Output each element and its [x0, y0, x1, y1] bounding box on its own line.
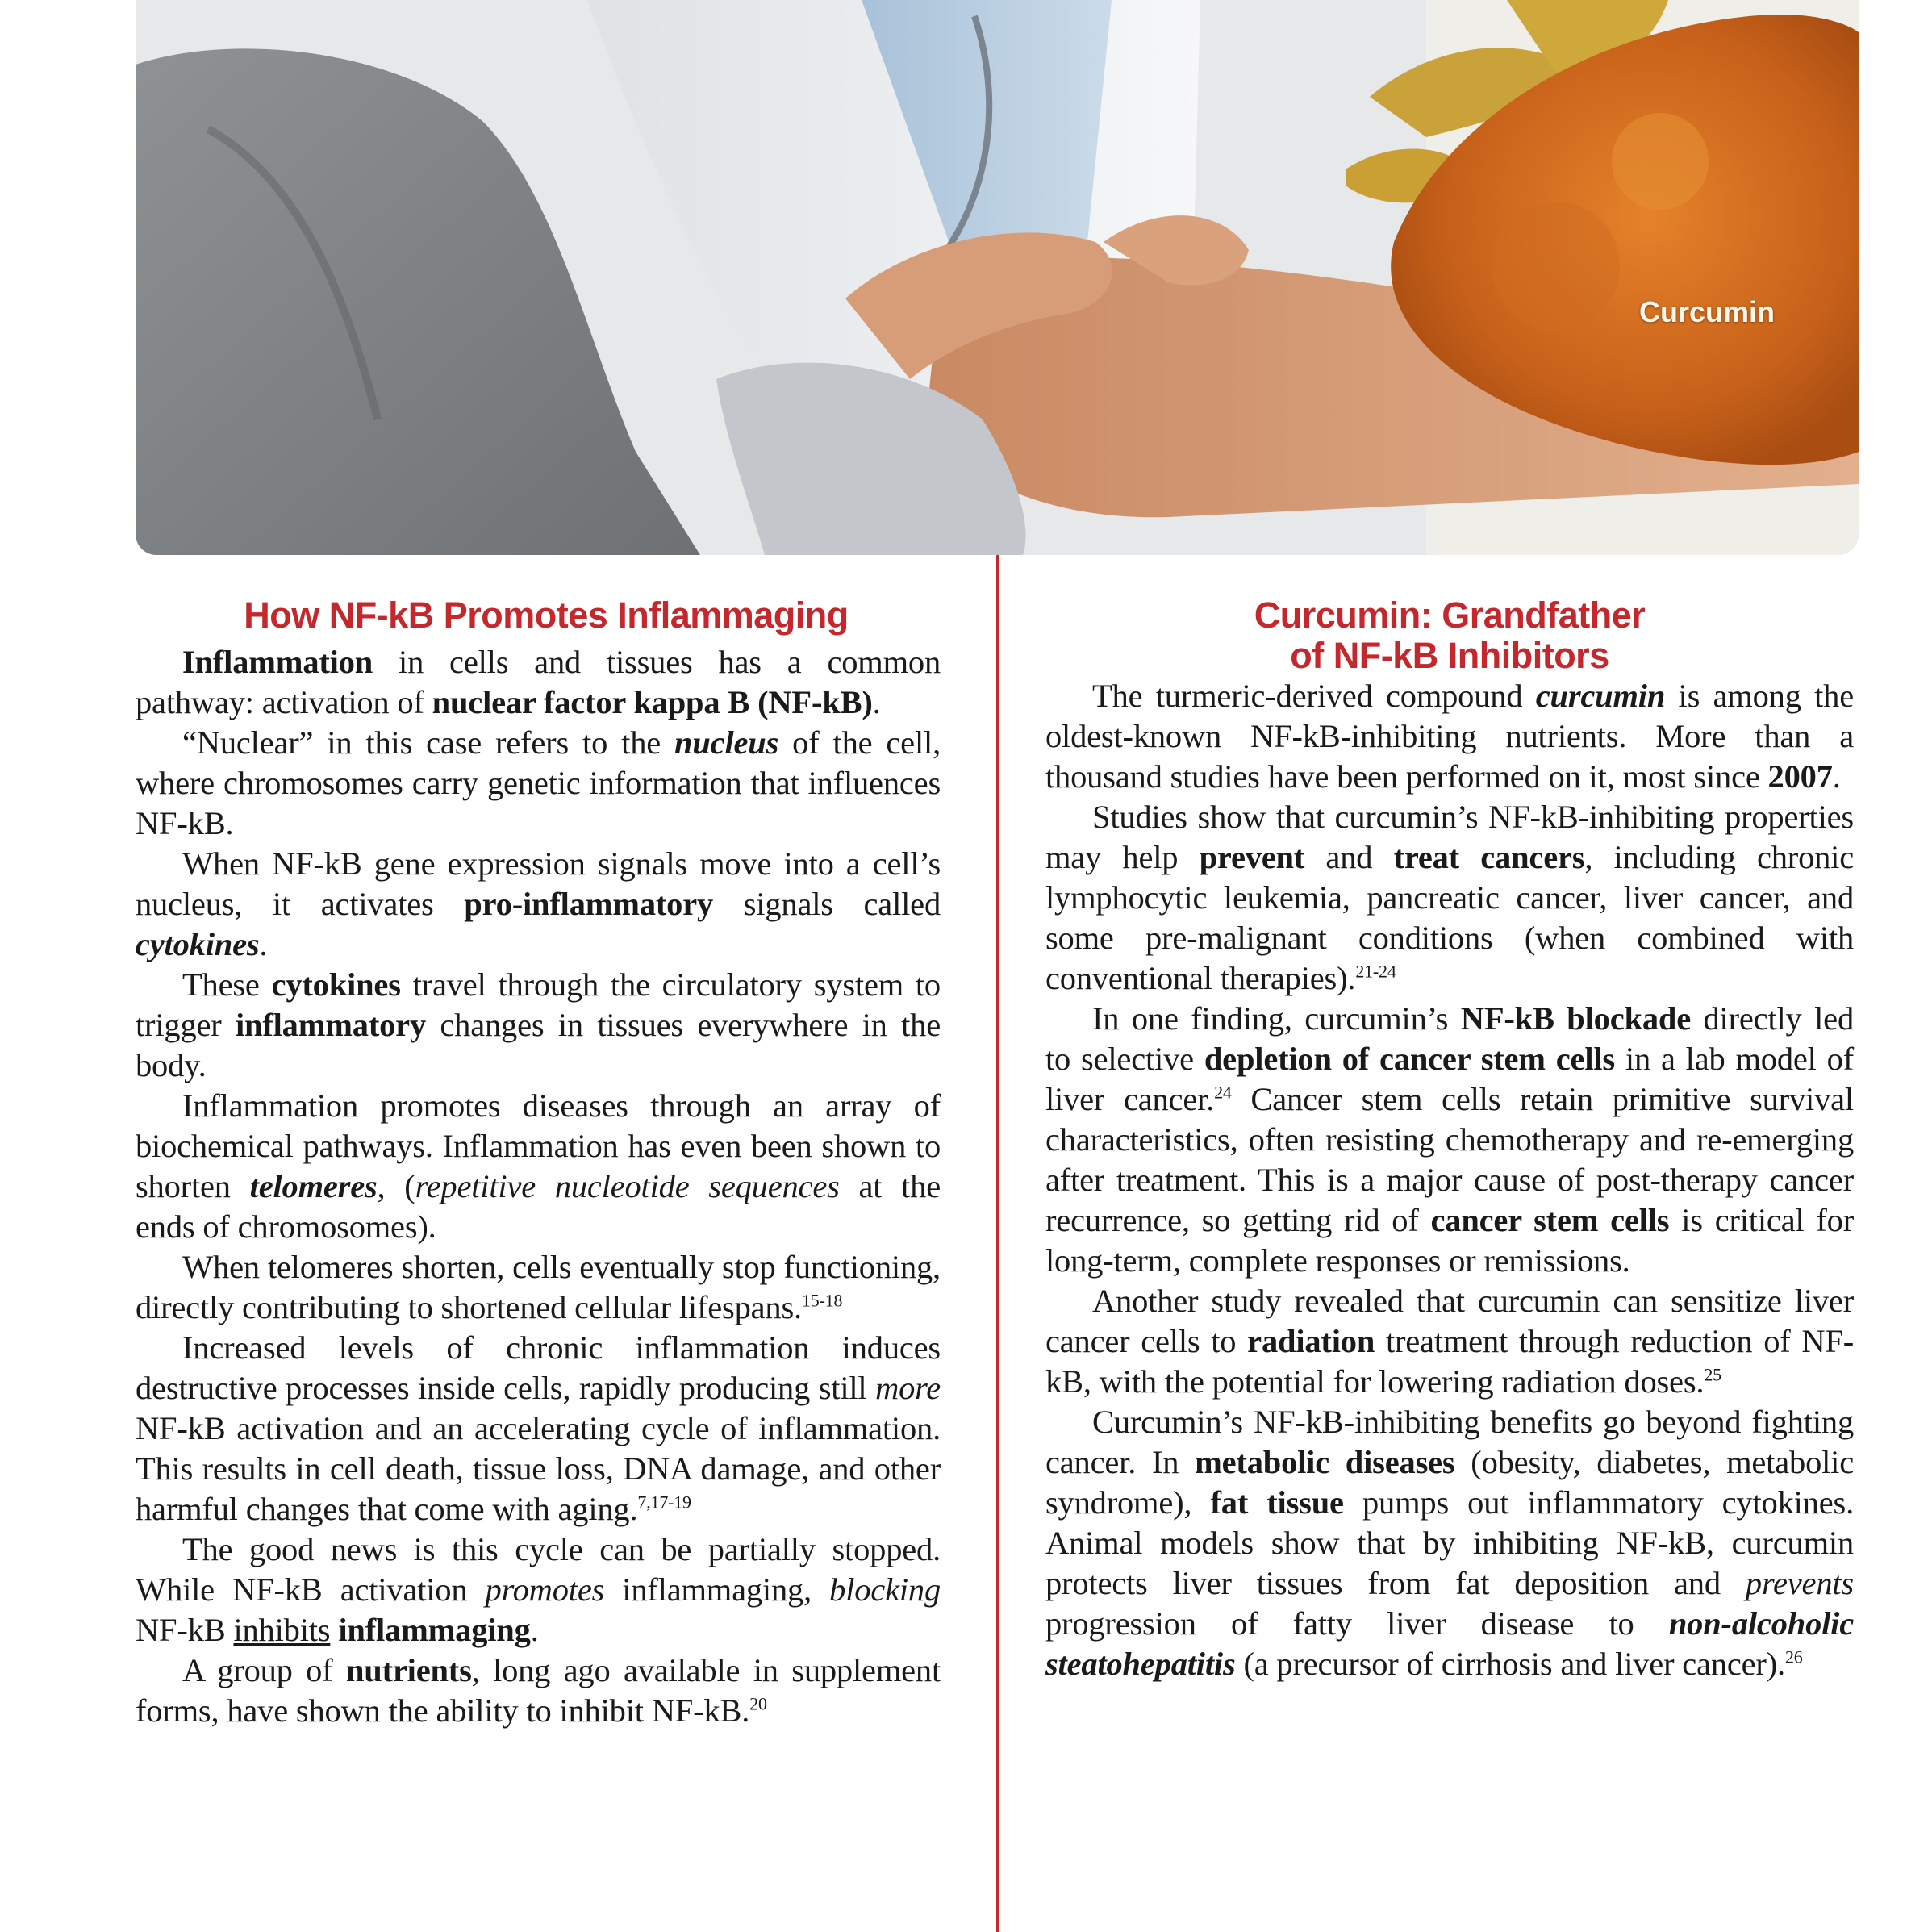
paragraph — [136, 1529, 941, 1650]
text-run: is among the oldest-known NF-kB-inhibiting nutrients. More than a thousand studies have been performed on it, most since — [1045, 678, 1854, 795]
paragraph — [136, 1328, 941, 1529]
paragraph — [136, 844, 941, 965]
emphasis: metabolic diseases — [1195, 1444, 1455, 1480]
text-run: . — [872, 684, 881, 720]
emphasis: fat tissue — [1210, 1484, 1344, 1521]
text-run: . — [259, 926, 268, 962]
text-run: Inflammation promotes diseases through an array of biochemical pathways. Inflammation has even been shown to shorten — [136, 1087, 941, 1204]
emphasis: repetitive nucleotide sequences — [415, 1168, 840, 1204]
text-run: . — [1832, 758, 1841, 795]
right-column — [1045, 595, 1854, 1684]
citation-ref: 25 — [1704, 1364, 1721, 1385]
text-run: signals called — [713, 886, 941, 922]
citation-ref: 7,17-19 — [637, 1492, 691, 1513]
emphasis: inflammatory — [235, 1007, 427, 1043]
paragraph — [1045, 676, 1854, 797]
right-column-body — [1045, 676, 1854, 1684]
text-run: When NF-kB gene expression signals move into a cell’s nucleus, it activates — [136, 845, 941, 922]
text-run: NF-kB activation and an accelerating cycle of inflammation. This results in cell death, tissue loss, DNA damage, and other harmful changes that come with aging. — [136, 1410, 941, 1527]
emphasis: pro-inflammatory — [464, 886, 714, 922]
citation-ref: 21-24 — [1355, 961, 1396, 982]
left-column-body — [136, 642, 941, 1731]
emphasis: inhibits — [233, 1612, 331, 1648]
text-run: changes in tissues everywhere in the body. — [136, 1007, 941, 1083]
paragraph — [136, 1086, 941, 1247]
emphasis: inflammaging — [338, 1612, 531, 1648]
text-run: “Nuclear” in this case refers to the — [182, 724, 675, 761]
citation-ref: 24 — [1214, 1082, 1232, 1103]
text-run: A group of — [182, 1652, 346, 1688]
emphasis: 2007 — [1767, 758, 1833, 795]
text-run: Another study revealed that curcumin can sensitize liver cancer cells to — [1045, 1283, 1854, 1359]
emphasis: nutrients — [345, 1652, 472, 1688]
emphasis: radiation — [1247, 1323, 1375, 1359]
text-run: directly led to selective — [1045, 1000, 1854, 1077]
emphasis: blocking — [829, 1571, 941, 1608]
text-run: and — [1304, 839, 1394, 875]
photo-illustration — [136, 0, 1859, 555]
citation-ref: 26 — [1784, 1646, 1803, 1667]
text-run: in a lab model of liver cancer. — [1045, 1041, 1854, 1117]
text-run: Cancer stem cells retain primitive survival characteristics, often resisting chemotherapy and re-emerging after treatment. This is a major cause of post-therapy cancer recurrence, so getting rid of — [1045, 1081, 1854, 1238]
header-photo — [136, 0, 1859, 555]
emphasis: depletion of cancer stem cells — [1204, 1041, 1615, 1077]
text-run: , long ago available in supplement forms, have shown the ability to inhibit NF-kB. — [136, 1652, 941, 1729]
paragraph — [136, 1247, 941, 1328]
photo-caption: Curcumin — [1638, 295, 1775, 328]
text-run: (a precursor of cirrhosis and liver cancer). — [1235, 1646, 1785, 1682]
paragraph — [1045, 1281, 1854, 1402]
text-run: In one finding, curcumin’s — [1092, 1000, 1461, 1037]
column-divider — [996, 555, 999, 1932]
text-run: pumps out inflammatory cytokines. Animal models show that by inhibiting NF-kB, curcumin protects liver tissues from fat deposition and — [1045, 1484, 1854, 1601]
citation-ref: 20 — [749, 1693, 767, 1714]
emphasis: cancer stem cells — [1430, 1202, 1670, 1238]
text-run: Increased levels of chronic inflammation induces destructive processes inside cells, rapidly producing still — [136, 1329, 941, 1406]
emphasis: prevent — [1199, 839, 1305, 875]
text-run: in cells and tissues has a common pathway: activation of — [136, 644, 941, 720]
paragraph — [1045, 999, 1854, 1281]
text-run: , including chronic lymphocytic leukemia, pancreatic cancer, liver cancer, and some pre-malignant conditions (when combined with conventional therapies). — [1045, 839, 1854, 996]
text-run: treatment through reduction of NF-kB, with the potential for lowering radiation doses. — [1045, 1323, 1854, 1400]
text-run: of the cell, where chromosomes carry genetic information that influences NF-kB. — [136, 724, 941, 841]
emphasis: non-alcoholic steatohepatitis — [1045, 1605, 1854, 1682]
text-run: Studies show that curcumin’s NF-kB-inhibiting properties may help — [1045, 799, 1854, 875]
emphasis: Inflammation — [182, 644, 373, 680]
emphasis: telomeres — [249, 1168, 378, 1204]
text-run: NF-kB — [136, 1612, 234, 1648]
emphasis: promotes — [485, 1571, 605, 1608]
text-run: Curcumin’s NF-kB-inhibiting benefits go beyond fighting cancer. In — [1045, 1404, 1854, 1480]
emphasis: nucleus — [674, 724, 779, 761]
left-column — [136, 595, 941, 1731]
text-run: The turmeric-derived compound — [1092, 678, 1536, 714]
text-run: When telomeres shorten, cells eventually stop functioning, directly contributing to shortened cellular lifespans. — [136, 1249, 941, 1325]
text-run: The good news is this cycle can be partially stopped. While NF-kB activation — [136, 1531, 941, 1608]
paragraph — [1045, 1402, 1854, 1684]
emphasis: cytokines — [271, 966, 401, 1003]
left-column-heading: How NF-kB Promotes Inflammaging — [244, 595, 849, 636]
paragraph — [1045, 797, 1854, 999]
text-run: , ( — [377, 1168, 415, 1204]
paragraph — [136, 965, 941, 1086]
text-run: travel through the circulatory system to trigger — [136, 966, 941, 1043]
text-run: These — [182, 966, 272, 1003]
emphasis: NF-kB blockade — [1460, 1000, 1691, 1037]
text-run: inflammaging, — [604, 1571, 830, 1608]
paragraph — [136, 642, 941, 723]
emphasis: more — [875, 1370, 941, 1406]
emphasis: cytokines — [136, 926, 260, 962]
right-column-heading-line2: of NF-kB Inhibitors — [1290, 635, 1609, 676]
emphasis: prevents — [1745, 1565, 1854, 1601]
emphasis: treat cancers — [1393, 839, 1585, 875]
emphasis: curcumin — [1535, 678, 1666, 714]
text-run: is critical for long-term, complete responses or remissions. — [1045, 1202, 1855, 1279]
text-run: . — [530, 1612, 539, 1648]
emphasis: nuclear factor kappa B (NF-kB) — [432, 684, 873, 720]
right-column-heading — [1045, 595, 1854, 676]
text-run: at the ends of chromosomes). — [136, 1168, 941, 1245]
text-run — [330, 1612, 338, 1648]
text-run: (obesity, diabetes, metabolic syndrome), — [1045, 1444, 1854, 1521]
text-run: progression of fatty liver disease to — [1045, 1605, 1669, 1642]
right-column-heading-line1: Curcumin: Grandfather — [1254, 595, 1646, 636]
citation-ref: 15-18 — [801, 1290, 843, 1311]
paragraph — [136, 1650, 941, 1731]
paragraph — [136, 723, 941, 844]
